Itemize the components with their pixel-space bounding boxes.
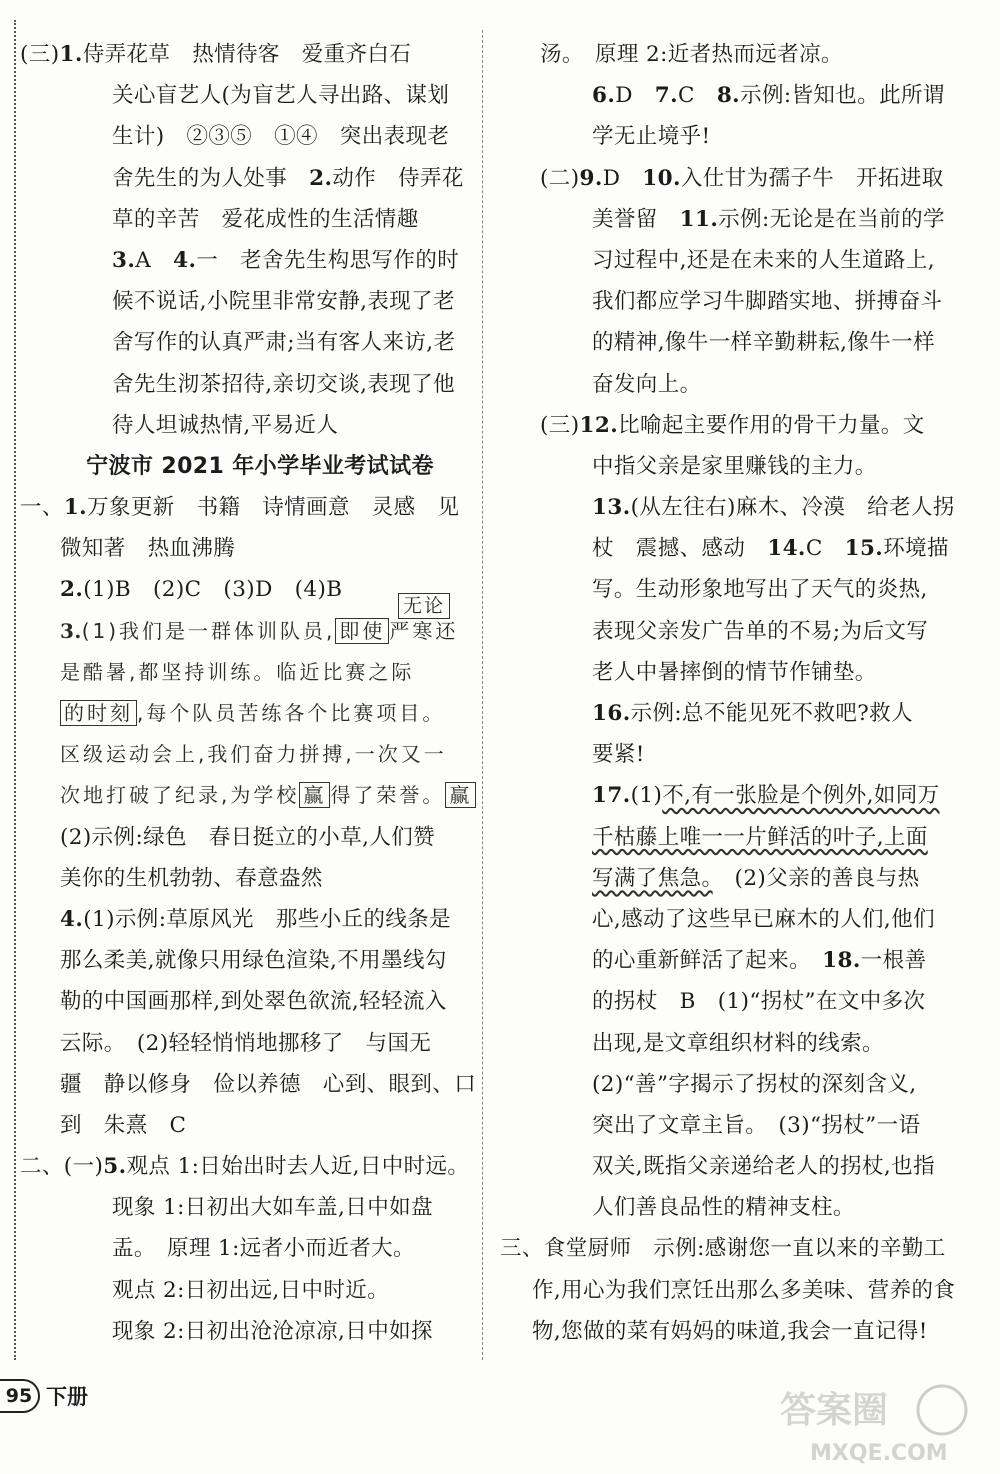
watermark-graphic [770, 1380, 980, 1470]
answer-line [540, 817, 960, 858]
answer-line: 表现父亲发广告单的不易;为后文写 [592, 618, 929, 644]
volume-label: 下册 [46, 1385, 88, 1409]
answer-line: 的心重新鲜活了起来。 18.一根善 [592, 948, 927, 974]
watermark-logo [770, 1380, 980, 1470]
answer-line: (2)示例:绿色 春日挺立的小草,人们赞 [60, 824, 436, 850]
answer-line: 现象 1:日初出大如车盖,日中如盘 [112, 1195, 433, 1221]
answer-line: 那么柔美,就像只用绿色渲染,不用墨线勾 [60, 948, 447, 974]
answer-line: 候不说话,小院里非常安静,表现了老 [112, 289, 455, 315]
answer-line: 一、1.万象更新 书籍 诗情画意 灵感 见 [20, 495, 460, 521]
answer-line: 疆 静以修身 俭以养德 心到、眼到、口 [60, 1071, 477, 1097]
answer-line: (三)1.侍弄花草 热情待客 爱重齐白石 [20, 42, 412, 67]
answer-line: 中指父亲是家里赚钱的主力。 [592, 453, 877, 479]
answer-line: 云际。 (2)轻轻悄悄地挪移了 与国无 [60, 1030, 432, 1056]
answer-line: 勒的中国画那样,到处翠色欲流,轻轻流入 [60, 989, 447, 1015]
answer-line: 要紧! [592, 742, 645, 768]
answer-line: 出现,是文章组织材料的线索。 [592, 1030, 884, 1056]
answer-line: 物,您做的菜有妈妈的味道,我会一直记得! [532, 1318, 928, 1344]
answer-line: 观点 2:日初出远,日中时近。 [112, 1277, 390, 1303]
correction-box: 赢 [299, 782, 330, 808]
answer-line: 关心盲艺人(为盲艺人寻出路、谋划 [112, 83, 450, 109]
answer-line: 微知著 热血沸腾 [60, 536, 236, 562]
answer-line: 13.(从左往右)麻木、冷漠 给老人拐 [592, 495, 955, 521]
handwritten-line: 是酷暑,都坚持训练。临近比赛之际 [60, 659, 415, 684]
answer-line: 舍先生的为人处事 2.动作 侍弄花 [112, 165, 464, 191]
insert-note: 无论 [398, 593, 450, 619]
answer-line: 学无止境乎! [592, 124, 711, 150]
answer-line: 双关,既指父亲递给老人的拐杖,也指 [592, 1154, 935, 1180]
correction-box: 赢 [445, 782, 476, 808]
handwritten-line: 区级运动会上,我们奋力拼搏,一次又一 [60, 742, 447, 767]
handwritten-line: 的时刻 ,每个队员苦练各个比赛项目。 [60, 693, 470, 734]
right-column [500, 34, 960, 1352]
binding-dotted-line [14, 20, 16, 1360]
answer-line: 6.D 7.C 8.示例:皆知也。此所谓 [592, 83, 945, 109]
answer-line: 心,感动了这些早已麻木的人们,他们 [592, 906, 935, 932]
answer-line: 舍先生沏茶招待,亲切交谈,表现了他 [112, 371, 455, 397]
page-number: 95 [0, 1379, 40, 1413]
page-footer [0, 1378, 88, 1414]
column-divider [482, 30, 483, 1360]
exam-title: 宁波市 2021 年小学毕业考试试卷 [86, 453, 434, 479]
answer-line: 4.(1)示例:草原风光 那些小丘的线条是 [60, 906, 452, 932]
answer-line: 美誉留 11.示例:无论是在当前的学 [592, 206, 945, 232]
wavy-underline: 千枯藤上唯一一片鲜活的叶子,上面 [592, 824, 928, 850]
handwritten-line: 3.(1)我们是一群体训队员, 即使 严寒还 无论 [60, 594, 459, 643]
watermark-text: 答案圈 [780, 1390, 889, 1431]
answer-line: 16.示例:总不能见死不救吧?救人 [592, 701, 913, 726]
answer-line: 的精神,像牛一样辛勤耕耘,像牛一样 [592, 330, 935, 356]
answer-line: (三)12.比喻起主要作用的骨干力量。文 [540, 412, 925, 438]
answer-line: 杖 震撼、感动 14.C 15.环境描 [592, 536, 949, 562]
answer-line: 汤。 原理 2:近者热而远者凉。 [540, 42, 843, 67]
answer-line: 待人坦诚热情,平易近人 [112, 412, 339, 438]
answer-line: 草的辛苦 爱花成性的生活情趣 [112, 206, 419, 232]
correction-box: 的时刻 [60, 700, 137, 726]
answer-line: (2)“善”字揭示了拐杖的深刻含义, [592, 1071, 917, 1097]
answer-line: 写满了焦急。 (2)父亲的善良与热 [592, 865, 920, 891]
answer-line: 的拐杖 B (1)“拐杖”在文中多次 [592, 989, 926, 1015]
wavy-underline: 写满了焦急。 [592, 865, 713, 891]
answer-line: 3.A 4.一 老舍先生构思写作的时 [112, 247, 460, 273]
answer-line: 突出了文章主旨。 (3)“拐杖”一语 [592, 1112, 921, 1138]
watermark-url: MXQE.COM [810, 1441, 948, 1466]
answer-line: 舍写作的认真严肃;当有客人来访,老 [112, 330, 456, 356]
answer-line: 写。生动形象地写出了天气的炎热, [592, 577, 928, 603]
correction-box: 即使 [335, 618, 389, 644]
answer-line: 生计) ②③⑤ ①④ 突出表现老 [112, 124, 450, 150]
left-column [20, 34, 477, 1352]
answer-line: 奋发向上。 [592, 371, 702, 397]
wavy-underline: 不,有一张脸是个例外,如同万 [662, 783, 940, 809]
answer-line: 老人中暑摔倒的情节作铺垫。 [592, 659, 877, 685]
answer-line: 二、(一)5.观点 1:日始出时去人近,日中时远。 [20, 1154, 470, 1180]
answer-line: 2.(1)B (2)C (3)D (4)B [60, 577, 343, 603]
answer-line: (二)9.D 10.入仕甘为孺子牛 开拓进取 [540, 165, 944, 191]
answer-line: 三、食堂厨师 示例:感谢您一直以来的辛勤工 [500, 1236, 946, 1262]
answer-line: 我们都应学习牛脚踏实地、拼搏奋斗 [592, 289, 943, 315]
answer-line: 现象 2:日初出沧沧凉凉,日中如探 [112, 1318, 433, 1344]
answer-line: 人们善良品性的精神支柱。 [592, 1195, 855, 1221]
answer-line: 17.(1)不,有一张脸是个例外,如同万 [592, 783, 940, 809]
answer-line: 到 朱熹 C [60, 1112, 187, 1138]
answer-line: 美你的生机勃勃、春意盎然 [60, 865, 323, 891]
handwritten-line: 次地打破了纪录,为学校 赢 得了荣誉。 赢 [60, 775, 470, 816]
answer-line: 习过程中,还是在未来的人生道路上, [592, 247, 935, 273]
answer-line: 作,用心为我们烹饪出那么多美味、营养的食 [532, 1277, 956, 1303]
answer-line: 盂。 原理 1:远者小而近者大。 [112, 1236, 415, 1262]
